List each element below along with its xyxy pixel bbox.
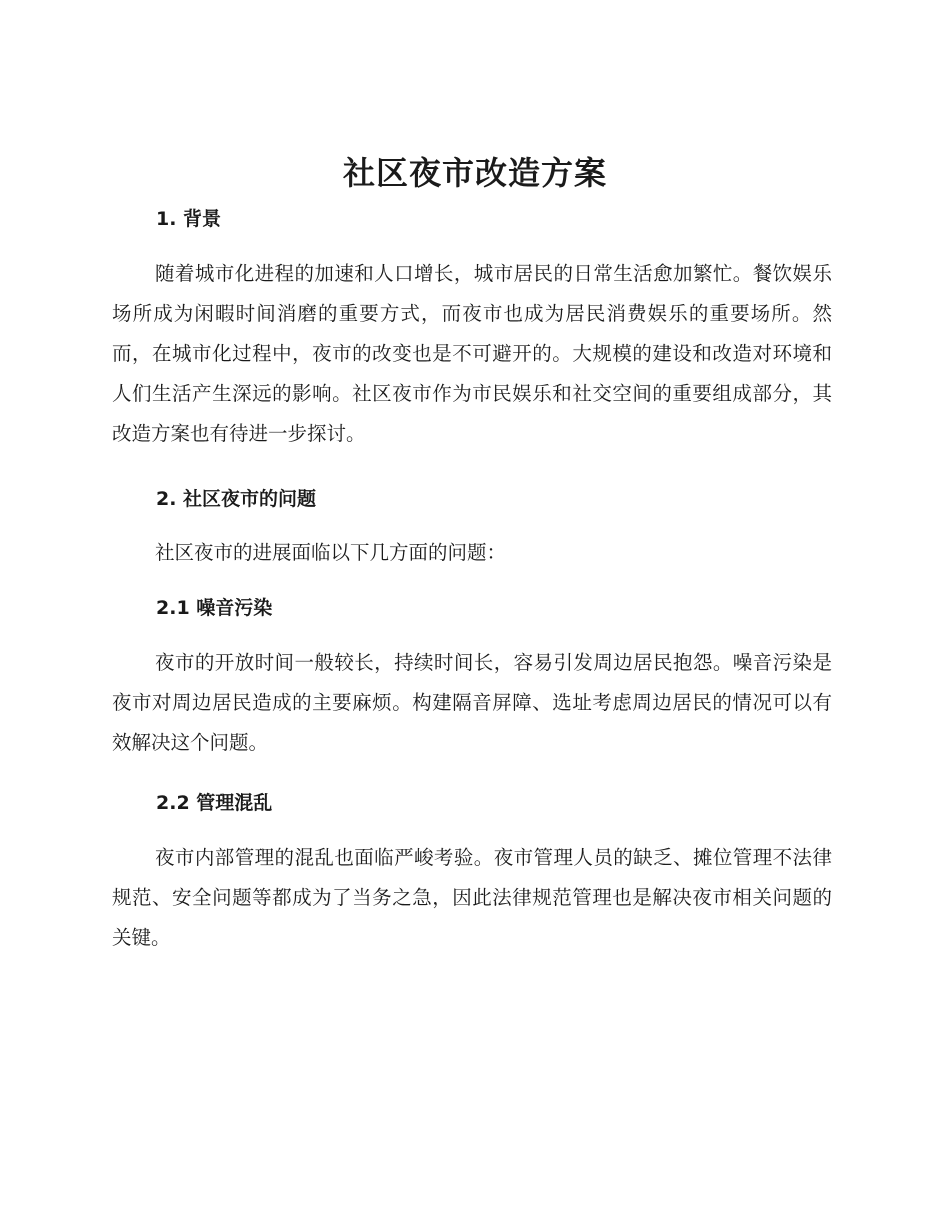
document-title: 社区夜市改造方案 — [342, 154, 607, 192]
section-heading-problems: 2. 社区夜市的问题 — [156, 488, 317, 510]
section-heading-noise-pollution: 2.1 噪音污染 — [156, 597, 273, 619]
section-heading-management-chaos: 2.2 管理混乱 — [156, 792, 273, 814]
section-paragraph-noise-pollution: 夜市的开放时间一般较长，持续时间长，容易引发周边居民抱怨。噪音污染是夜市对周边居民造成的主要麻烦。构建隔音屏障、选址考虑周边居民的情况可以有效解决这个问题。 — [112, 651, 832, 754]
section-paragraph-problems: 社区夜市的进展面临以下几方面的问题： — [155, 541, 507, 564]
section-paragraph-background: 随着城市化进程的加速和人口增长，城市居民的日常生活愈加繁忙。餐饮娱乐场所成为闲暇时间消磨的重要方式，而夜市也成为居民消费娱乐的重要场所。然而，在城市化过程中，夜市的改变也是不可避开的。大规模的建设和改造对环境和人们生活产生深远的影响。社区夜市作为市民娱乐和社交空间的重要组成部分，其改造方案也有待进一步探讨。 — [112, 262, 832, 445]
section-heading-background: 1. 背景 — [156, 208, 222, 230]
section-paragraph-management-chaos: 夜市内部管理的混乱也面临严峻考验。夜市管理人员的缺乏、摊位管理不法律规范、安全问题等都成为了当务之急，因此法律规范管理也是解决夜市相关问题的关键。 — [112, 846, 832, 949]
